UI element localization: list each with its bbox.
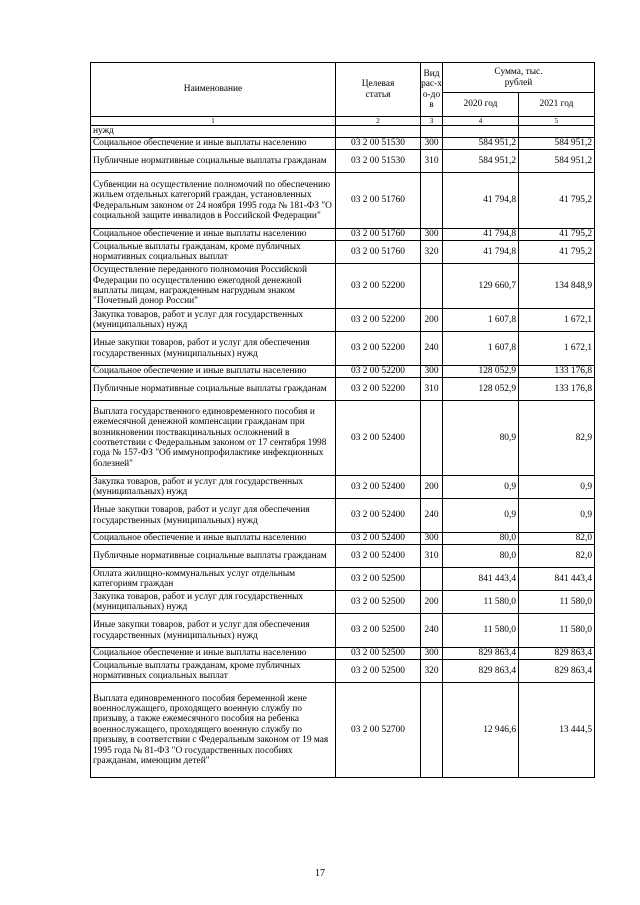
row-value-2021: 584 951,2	[519, 150, 595, 173]
table-row	[91, 660, 595, 683]
row-name: Социальные выплаты гражданам, кроме публичных нормативных социальных выплат	[91, 241, 336, 264]
row-value-2020: 841 443,4	[443, 568, 519, 591]
row-target	[336, 126, 421, 138]
table-row	[91, 173, 595, 229]
column-index: 1	[91, 117, 336, 126]
row-name: Социальное обеспечение и иные выплаты населению	[91, 648, 336, 660]
header-target: Целевая статья	[336, 63, 421, 117]
row-vid: 300	[421, 533, 443, 545]
row-vid: 310	[421, 378, 443, 401]
row-name: Публичные нормативные социальные выплаты гражданам	[91, 378, 336, 401]
row-value-2020: 829 863,4	[443, 660, 519, 683]
row-value-2020: 0,9	[443, 499, 519, 533]
row-vid: 240	[421, 332, 443, 366]
row-value-2020: 11 580,0	[443, 614, 519, 648]
table-row	[91, 150, 595, 173]
row-value-2020	[443, 126, 519, 138]
row-target: 03 2 00 52200	[336, 264, 421, 309]
row-value-2021: 82,0	[519, 545, 595, 568]
header-2021: 2021 год	[519, 93, 595, 117]
row-name: Выплата государственного единовременного пособия и ежемесячной денежной компенсации гражданам при возникновении поствакцинальных осложнений в соответствии с Федеральным законом от 17 сентября 1998 года № 157-ФЗ "Об иммунопрофилактике инфекционных болезней"	[91, 401, 336, 476]
row-name: Выплата единовременного пособия беременной жене военнослужащего, проходящего военную службу по призыву, а также ежемесячного пособия на ребенка военнослужащего, проходящего военную службу по призыву, в соответствии с Федеральным законом от 19 мая 1995 года № 81-ФЗ "О государственных пособиях гражданам, имеющим детей"	[91, 683, 336, 778]
row-target: 03 2 00 52500	[336, 614, 421, 648]
row-value-2020: 128 052,9	[443, 378, 519, 401]
table-row	[91, 264, 595, 309]
column-index: 5	[519, 117, 595, 126]
header-2020: 2020 год	[443, 93, 519, 117]
row-name: Публичные нормативные социальные выплаты гражданам	[91, 545, 336, 568]
row-value-2020: 41 794,8	[443, 241, 519, 264]
row-value-2021: 841 443,4	[519, 568, 595, 591]
table-row	[91, 568, 595, 591]
row-name: Публичные нормативные социальные выплаты гражданам	[91, 150, 336, 173]
row-name: Социальное обеспечение и иные выплаты населению	[91, 138, 336, 150]
row-vid: 240	[421, 499, 443, 533]
column-index: 3	[421, 117, 443, 126]
column-index-row	[91, 117, 595, 126]
row-value-2021: 1 672,1	[519, 309, 595, 332]
row-name: нужд	[91, 126, 336, 138]
table-row	[91, 378, 595, 401]
row-target: 03 2 00 52200	[336, 309, 421, 332]
table-row	[91, 476, 595, 499]
row-target: 03 2 00 52400	[336, 401, 421, 476]
page-number: 17	[315, 868, 325, 879]
table-row	[91, 499, 595, 533]
row-target: 03 2 00 52400	[336, 476, 421, 499]
row-target: 03 2 00 52400	[336, 499, 421, 533]
table-row	[91, 648, 595, 660]
table-row	[91, 545, 595, 568]
row-target: 03 2 00 52500	[336, 648, 421, 660]
table-row	[91, 591, 595, 614]
row-target: 03 2 00 52700	[336, 683, 421, 778]
row-value-2020: 80,9	[443, 401, 519, 476]
row-name: Закупка товаров, работ и услуг для государственных (муниципальных) нужд	[91, 591, 336, 614]
row-value-2020: 829 863,4	[443, 648, 519, 660]
table-row	[91, 366, 595, 378]
row-vid	[421, 568, 443, 591]
column-index: 4	[443, 117, 519, 126]
row-vid: 310	[421, 150, 443, 173]
row-value-2020: 11 580,0	[443, 591, 519, 614]
row-value-2021: 11 580,0	[519, 614, 595, 648]
row-vid	[421, 401, 443, 476]
row-value-2020: 12 946,6	[443, 683, 519, 778]
header-vid: Вид рас-хо-дов	[421, 63, 443, 117]
row-name: Иные закупки товаров, работ и услуг для обеспечения государственных (муниципальных) нужд	[91, 499, 336, 533]
row-value-2020: 1 607,8	[443, 332, 519, 366]
row-vid: 300	[421, 366, 443, 378]
row-value-2020: 0,9	[443, 476, 519, 499]
row-value-2021: 584 951,2	[519, 138, 595, 150]
row-name: Социальное обеспечение и иные выплаты населению	[91, 366, 336, 378]
row-vid: 320	[421, 241, 443, 264]
row-value-2020: 80,0	[443, 533, 519, 545]
row-vid: 200	[421, 591, 443, 614]
row-target: 03 2 00 52200	[336, 332, 421, 366]
row-value-2020: 129 660,7	[443, 264, 519, 309]
row-vid: 200	[421, 309, 443, 332]
row-value-2021: 82,0	[519, 533, 595, 545]
row-target: 03 2 00 52500	[336, 591, 421, 614]
row-name: Социальное обеспечение и иные выплаты населению	[91, 229, 336, 241]
row-vid: 200	[421, 476, 443, 499]
row-target: 03 2 00 51760	[336, 173, 421, 229]
row-value-2021: 13 444,5	[519, 683, 595, 778]
row-value-2020: 41 794,8	[443, 173, 519, 229]
budget-table	[90, 62, 595, 778]
row-name: Оплата жилищно-коммунальных услуг отдельным категориям граждан	[91, 568, 336, 591]
row-value-2020: 584 951,2	[443, 150, 519, 173]
row-target: 03 2 00 51760	[336, 241, 421, 264]
table-row	[91, 614, 595, 648]
row-target: 03 2 00 52200	[336, 366, 421, 378]
row-name: Осуществление переданного полномочия Российской Федерации по осуществлению ежегодной денежной выплаты лицам, награжденным нагрудным знаком "Почетный донор России"	[91, 264, 336, 309]
row-target: 03 2 00 52200	[336, 378, 421, 401]
table-row	[91, 332, 595, 366]
row-value-2021: 0,9	[519, 476, 595, 499]
table-row	[91, 229, 595, 241]
table-row	[91, 241, 595, 264]
row-value-2021: 82,9	[519, 401, 595, 476]
row-target: 03 2 00 51530	[336, 150, 421, 173]
row-value-2021: 0,9	[519, 499, 595, 533]
row-name: Закупка товаров, работ и услуг для государственных (муниципальных) нужд	[91, 309, 336, 332]
row-vid: 310	[421, 545, 443, 568]
table-row	[91, 309, 595, 332]
table-row	[91, 683, 595, 778]
row-name: Субвенции на осуществление полномочий по обеспечению жильем отдельных категорий граждан, установленных Федеральным законом от 24 ноября 1995 года № 181-ФЗ "О социальной защите инвалидов в Российской Федерации"	[91, 173, 336, 229]
row-target: 03 2 00 51760	[336, 229, 421, 241]
row-value-2020: 80,0	[443, 545, 519, 568]
table-row	[91, 401, 595, 476]
row-target: 03 2 00 52400	[336, 533, 421, 545]
row-value-2020: 1 607,8	[443, 309, 519, 332]
row-vid	[421, 126, 443, 138]
row-value-2021: 1 672,1	[519, 332, 595, 366]
column-index: 2	[336, 117, 421, 126]
header-name: Наименование	[91, 63, 336, 117]
row-target: 03 2 00 52400	[336, 545, 421, 568]
row-name: Закупка товаров, работ и услуг для государственных (муниципальных) нужд	[91, 476, 336, 499]
row-name: Социальное обеспечение и иные выплаты населению	[91, 533, 336, 545]
row-value-2021: 134 848,9	[519, 264, 595, 309]
row-value-2021: 133 176,8	[519, 366, 595, 378]
row-vid: 320	[421, 660, 443, 683]
row-value-2020: 128 052,9	[443, 366, 519, 378]
row-vid: 300	[421, 138, 443, 150]
row-name: Социальные выплаты гражданам, кроме публичных нормативных социальных выплат	[91, 660, 336, 683]
row-target: 03 2 00 52500	[336, 660, 421, 683]
row-vid	[421, 173, 443, 229]
row-value-2020: 584 951,2	[443, 138, 519, 150]
row-value-2021: 41 795,2	[519, 229, 595, 241]
row-target: 03 2 00 52500	[336, 568, 421, 591]
row-vid	[421, 683, 443, 778]
table-row	[91, 138, 595, 150]
row-vid: 240	[421, 614, 443, 648]
table-row	[91, 126, 595, 138]
row-value-2021: 41 795,2	[519, 173, 595, 229]
table-row	[91, 533, 595, 545]
row-value-2021: 133 176,8	[519, 378, 595, 401]
row-value-2021: 41 795,2	[519, 241, 595, 264]
row-value-2021	[519, 126, 595, 138]
row-name: Иные закупки товаров, работ и услуг для обеспечения государственных (муниципальных) нужд	[91, 614, 336, 648]
row-target: 03 2 00 51530	[336, 138, 421, 150]
row-value-2021: 11 580,0	[519, 591, 595, 614]
row-value-2021: 829 863,4	[519, 648, 595, 660]
header-sum: Сумма, тыс. рублей	[443, 63, 595, 93]
row-value-2021: 829 863,4	[519, 660, 595, 683]
row-value-2020: 41 794,8	[443, 229, 519, 241]
row-name: Иные закупки товаров, работ и услуг для обеспечения государственных (муниципальных) нужд	[91, 332, 336, 366]
row-vid: 300	[421, 229, 443, 241]
row-vid: 300	[421, 648, 443, 660]
row-vid	[421, 264, 443, 309]
